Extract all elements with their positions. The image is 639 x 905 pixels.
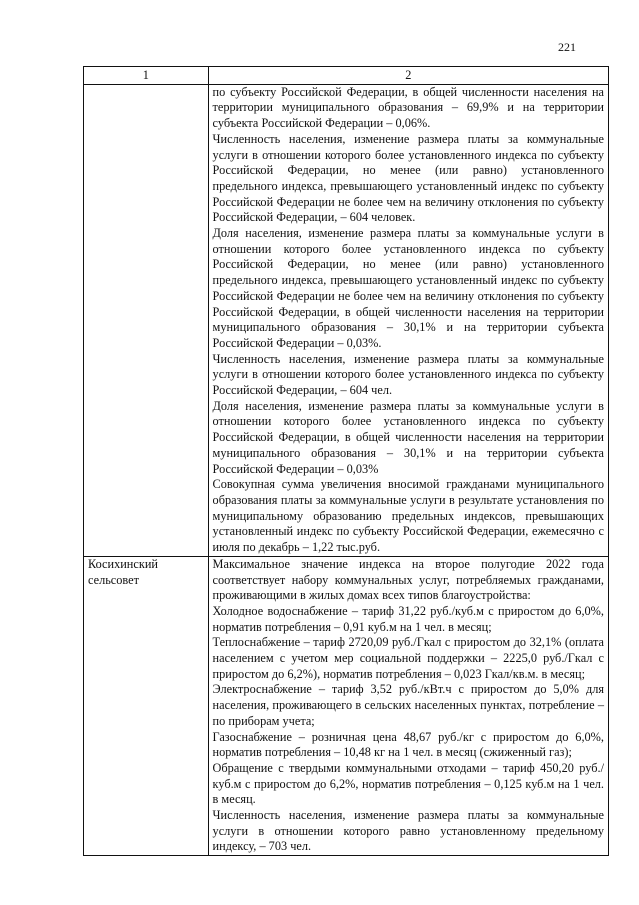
paragraph: Совокупная сумма увеличения вносимой гражданами муниципального образования платы за коммунальные услуги в результате установления по муниципальному образованию предельных индексов, превышающих установленный индекс по субъекту Российской Федерации, ежемесячно с июля по декабрь – 1,22 тыс.руб. — [212, 477, 604, 555]
paragraph: Численность населения, изменение размера платы за коммунальные услуги в отношении которого более установленного индекса по субъекту Российской Федерации, – 604 чел. — [212, 351, 604, 398]
paragraph: Холодное водоснабжение – тариф 31,22 руб./куб.м с приростом до 6,0%, норматив потребления – 0,91 куб.м на 1 чел. в месяц; — [212, 603, 604, 634]
row-content-cell — [208, 84, 608, 556]
row-label: Косихинский сельсовет — [88, 556, 158, 587]
document-table — [83, 66, 609, 856]
paragraph: Численность населения, изменение размера платы за коммунальные услуги в отношении которого равно установленному предельному индексу, – 703 чел. — [212, 808, 604, 854]
paragraph: Газоснабжение – розничная цена 48,67 руб./кг с приростом до 6,0%, норматив потребления – 10,48 кг на 1 чел. в месяц (сжиженный газ); — [212, 729, 604, 760]
paragraph: Численность населения, изменение размера платы за коммунальные услуги в отношении которого более установленного индекса по субъекту Российской Федерации, но менее (или равно) установленного предельного индекса, превышающего установленный индекс по субъекту Российской Федерации не более чем на величину отклонения по субъекту Российской Федерации, – 604 человек. — [212, 131, 604, 225]
paragraph: по субъекту Российской Федерации, в общей численности населения на территории муниципального образования – 69,9% и на территории субъекта Российской Федерации – 0,06%. — [212, 84, 604, 131]
row-label-cell — [84, 556, 209, 855]
table-header-row — [84, 67, 609, 85]
paragraph: Электроснабжение – тариф 3,52 руб./кВт.ч с приростом до 5,0% для населения, проживающего в сельских населенных пунктах, потребление – по приборам учета; — [212, 682, 604, 728]
paragraph: Доля населения, изменение размера платы за коммунальные услуги в отношении которого более установленного индекса по субъекту Российской Федерации, но менее (или равно) установленного предельного индекса, превышающего установленный индекс по субъекту Российской Федерации не более чем на величину отклонения по субъекту Российской Федерации, в общей численности населения на территории муниципального образования – 30,1% и на территории субъекта Российской Федерации – 0,03%. — [212, 226, 604, 350]
table-row — [84, 84, 609, 556]
paragraph: Теплоснабжение – тариф 2720,09 руб./Гкал с приростом до 32,1% (оплата населением с учетом мер социальной поддержки – 2225,0 руб./Гкал с приростом до 6,2%), норматив потребления – 0,023 Гкал/кв.м. в месяц; — [212, 635, 604, 681]
row-label-cell — [84, 84, 209, 556]
column-header-2: 2 — [208, 67, 608, 85]
paragraph: Доля населения, изменение размера платы за коммунальные услуги в отношении которого более установленного индекса по субъекту Российской Федерации, в общей численности населения на территории муниципального образования – 30,1% и на территории субъекта Российской Федерации – 0,03% — [212, 398, 604, 476]
table-row — [84, 556, 609, 855]
page-number: 221 — [558, 40, 576, 54]
row-content-cell — [208, 556, 608, 855]
paragraph: Максимальное значение индекса на второе полугодие 2022 года соответствует набору коммунальных услуг, потребляемых гражданами, проживающими в жилых домах всех типов благоустройства: — [212, 556, 604, 603]
column-header-1: 1 — [84, 67, 209, 85]
paragraph: Обращение с твердыми коммунальными отходами – тариф 450,20 руб./куб.м с приростом до 6,2%, норматив потребления – 0,125 куб.м на 1 чел. в месяц. — [212, 760, 604, 807]
